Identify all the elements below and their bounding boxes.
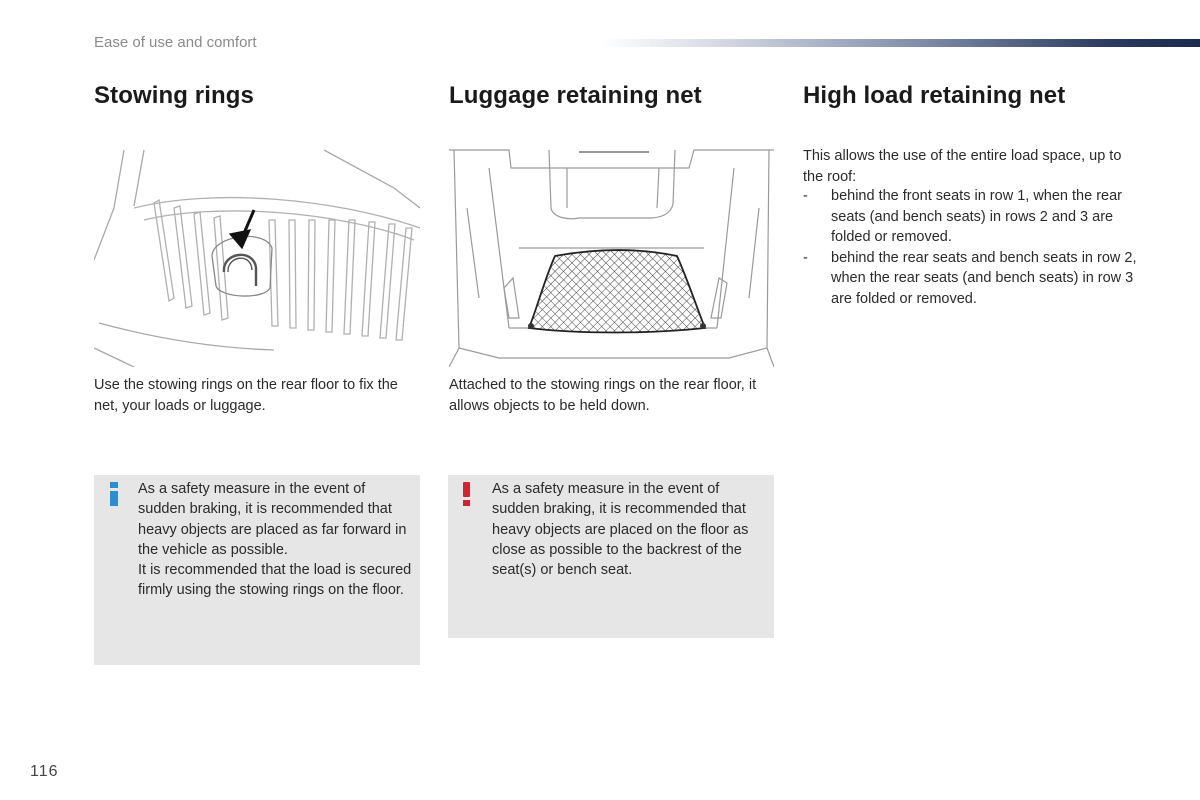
warning-icon (462, 482, 472, 506)
info-note-box (94, 475, 420, 665)
high-load-net-list (803, 186, 1143, 309)
running-header: Ease of use and comfort (94, 34, 257, 51)
bullet-marker: - (803, 188, 808, 204)
page-number: 116 (30, 763, 59, 780)
warning-note-text: As a safety measure in the event of sudden braking, it is recommended that heavy objects are placed on the floor as close as possible to the backrest of the seat(s) or bench seat. (492, 481, 749, 579)
luggage-net-illustration (449, 148, 774, 367)
list-item (803, 186, 1143, 248)
bullet-marker: - (803, 249, 808, 266)
info-icon (109, 482, 119, 506)
info-note-text (138, 479, 414, 601)
title-luggage-net: Luggage retaining net (449, 82, 702, 109)
title-high-load-net: High load retaining net (803, 82, 1066, 109)
list-item-text: behind the front seats in row 1, when the rear seats (and bench seats) in rows 2 and 3 are folded or removed. (831, 188, 1122, 245)
header-gradient-bar (600, 39, 1200, 47)
list-item-text: behind the rear seats and bench seats in row 2, when the rear seats (and bench seats) in row 3 are folded or removed. (831, 249, 1137, 307)
high-load-net-intro: This allows the use of the entire load space, up to the roof: (803, 148, 1122, 185)
info-note-line: As a safety measure in the event of sudden braking, it is recommended that heavy objects are placed as far forward in the vehicle as possible. (138, 481, 407, 558)
info-note-line: It is recommended that the load is secured firmly using the stowing rings on the floor. (138, 562, 412, 599)
warning-note-box (448, 475, 774, 638)
list-item (803, 248, 1143, 310)
stowing-ring-illustration (94, 148, 420, 367)
stowing-rings-caption: Use the stowing rings on the rear floor to fix the net, your loads or luggage. (94, 377, 398, 414)
luggage-net-caption: Attached to the stowing rings on the rear floor, it allows objects to be held down. (449, 377, 757, 414)
title-stowing-rings: Stowing rings (94, 82, 254, 109)
